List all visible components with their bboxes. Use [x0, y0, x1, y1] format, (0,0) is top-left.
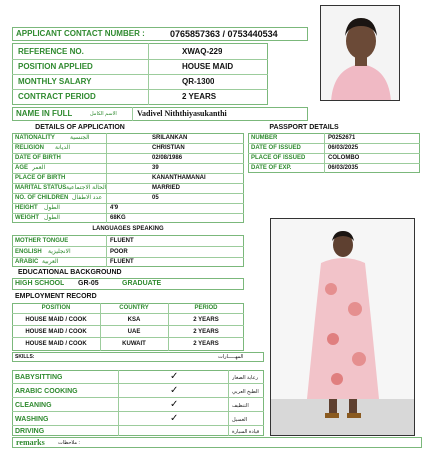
name-label: NAME IN FULL [16, 109, 73, 118]
summary-label-reference: REFERENCE NO. [18, 47, 84, 56]
skill-label-cleaning: CLEANING [15, 402, 52, 409]
section-passport-details: PASSPORT DETAILS [269, 124, 339, 131]
details-label-marital-status: MARITAL STATUS [15, 185, 67, 191]
section-details-of-application: DETAILS OF APPLICATION [35, 124, 125, 131]
skill-label-cleaning-ar: التنظيف [232, 403, 249, 409]
summary-value-salary: QR-1300 [182, 77, 215, 86]
employment-row-3-period: 2 YEARS [193, 341, 219, 347]
details-value-dob: 02/08/1986 [152, 155, 183, 161]
remarks-label-arabic: ملاحظات : [58, 440, 80, 446]
education-grade: GR-05 [78, 280, 99, 287]
full-body-photo-illustration [271, 219, 415, 436]
section-educational-background: EDUCATIONAL BACKGROUND [18, 269, 122, 276]
applicant-face-photo [320, 5, 400, 101]
employment-row-1-position: HOUSE MAID / COOK [25, 317, 87, 323]
passport-value-date-issued: 06/03/2025 [328, 145, 359, 151]
skills-label-arabic: المهـــــارات [218, 354, 244, 360]
passport-value-date-exp: 06/03/2035 [328, 165, 359, 171]
details-value-place-of-birth: KANANTHAMANAI [152, 175, 206, 181]
details-value-marital-status: MARRIED [152, 185, 180, 191]
details-value-weight: 68KG [110, 215, 126, 221]
language-value-english: POOR [110, 249, 128, 255]
details-value-children: 05 [152, 195, 159, 201]
summary-value-contract: 2 YEARS [182, 92, 217, 101]
skill-check-washing: ✓ [170, 414, 179, 424]
language-label-english-ar: الانجليزية [48, 249, 71, 255]
passport-label-date-exp: DATE OF EXP. [251, 165, 292, 171]
skill-label-babysitting-ar: رعاية الصغار [232, 375, 258, 381]
skill-label-washing-ar: الغسيل [232, 417, 248, 423]
details-label-height-ar: الطول [44, 205, 60, 211]
section-languages-speaking: LANGUAGES SPEAKING [92, 226, 164, 232]
employment-header-position: POSITION [41, 305, 71, 311]
details-value-height: 4'9 [110, 205, 119, 211]
education-label: HIGH SCHOOL [15, 280, 65, 287]
language-label-arabic: ARABIC [15, 259, 39, 265]
passport-label-date-issued: DATE OF ISSUED [251, 145, 301, 151]
skills-label: SKILLS: [15, 354, 35, 360]
skill-label-arabic-cooking: ARABIC COOKING [15, 388, 78, 395]
skill-check-arabic-cooking: ✓ [170, 386, 179, 396]
employment-row-2-country: UAE [127, 329, 141, 335]
details-label-children-ar: عدد الاطفال [72, 195, 103, 201]
employment-header-period: PERIOD [194, 305, 218, 311]
name-value: Vadivel Niththiyasukanthi [137, 109, 227, 118]
language-label-arabic-ar: العربية [42, 259, 59, 265]
passport-value-number: P0252671 [328, 135, 356, 141]
summary-value-reference: XWAQ-229 [182, 47, 223, 56]
summary-value-position: HOUSE MAID [182, 62, 234, 71]
details-label-weight-ar: الطول [44, 215, 60, 221]
education-status: GRADUATE [122, 280, 162, 287]
language-label-english: ENGLISH [15, 249, 42, 255]
passport-label-place-issued: PLACE OF ISSUED [251, 155, 306, 161]
details-label-weight: WEIGHT [15, 215, 39, 221]
skill-label-driving-ar: قيادة السيارة [232, 429, 260, 435]
details-label-age: AGE [15, 165, 29, 171]
details-label-nationality: NATIONALITY [15, 135, 55, 141]
language-value-mother-tongue: FLUENT [110, 238, 134, 244]
details-value-nationality: SRILANKAN [152, 135, 188, 141]
details-label-age-ar: العمر [32, 165, 46, 171]
details-label-place-of-birth: PLACE OF BIRTH [15, 175, 66, 181]
details-value-religion: CHRISTIAN [152, 145, 185, 151]
details-value-age: 39 [152, 165, 159, 171]
skill-label-babysitting: BABYSITTING [15, 374, 63, 381]
details-label-marital-status-ar: الحالة الاجتماعية [66, 185, 107, 191]
employment-row-3-country: KUWAIT [122, 341, 146, 347]
skill-label-arabic-cooking-ar: الطبخ العربي [232, 389, 259, 395]
details-label-nationality-ar: الجنسية [70, 135, 90, 141]
section-employment-record: EMPLOYMENT RECORD [15, 293, 97, 300]
skill-check-cleaning: ✓ [170, 400, 179, 410]
skill-label-washing: WASHING [15, 416, 49, 423]
employment-row-3-position: HOUSE MAID / COOK [25, 341, 87, 347]
employment-row-2-position: HOUSE MAID / COOK [25, 329, 87, 335]
employment-row-1-country: KSA [127, 317, 141, 323]
contact-number-label: APPLICANT CONTACT NUMBER : [16, 29, 145, 38]
details-label-children: NO. OF CHILDREN [15, 195, 69, 201]
passport-value-place-issued: COLOMBO [328, 155, 360, 161]
details-label-religion: RELIGION [15, 145, 45, 151]
skill-label-driving: DRIVING [15, 428, 45, 435]
employment-row-1-period: 2 YEARS [193, 317, 219, 323]
employment-row-2-period: 2 YEARS [193, 329, 219, 335]
contact-number-value: 0765857363 / 0753440534 [170, 29, 278, 39]
summary-label-contract: CONTRACT PERIOD [18, 92, 96, 101]
summary-label-position: POSITION APPLIED [18, 62, 93, 71]
details-label-dob: DATE OF BIRTH [15, 155, 61, 161]
name-label-arabic: الاسم الكامل [90, 111, 117, 117]
skill-check-babysitting: ✓ [170, 372, 179, 382]
face-photo-illustration [321, 6, 400, 101]
language-value-arabic: FLUENT [110, 259, 134, 265]
details-label-religion-ar: الديانة [55, 145, 71, 151]
details-label-height: HEIGHT [15, 205, 38, 211]
applicant-full-body-photo [270, 218, 415, 436]
remarks-label: remarks [16, 438, 45, 447]
passport-label-number: NUMBER [251, 135, 278, 141]
employment-header-country: COUNTRY [119, 305, 149, 311]
summary-label-salary: MONTHLY SALARY [18, 77, 92, 86]
language-label-mother-tongue: MOTHER TONGUE [15, 238, 69, 244]
